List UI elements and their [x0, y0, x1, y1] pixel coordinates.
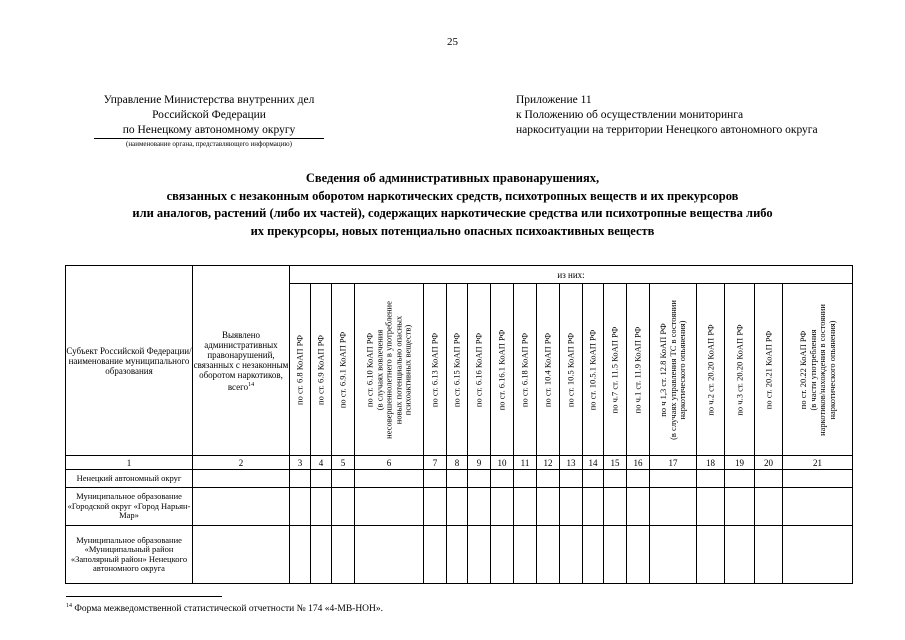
header-column-4: [311, 284, 332, 456]
appendix-line-1: Приложение 11: [516, 94, 592, 106]
title-line-4: их прекурсоры, новых потенциально опасных психоактивных веществ: [250, 223, 655, 238]
data-cell: [424, 470, 447, 488]
header-column-8: [447, 284, 468, 456]
data-cell: [311, 488, 332, 526]
column-number: 21: [783, 456, 853, 470]
data-cell: [560, 526, 583, 584]
data-cell: [583, 470, 604, 488]
data-cell: [290, 488, 311, 526]
data-cell: [311, 526, 332, 584]
data-cell: [627, 470, 650, 488]
data-cell: [537, 526, 560, 584]
column-number: 20: [755, 456, 783, 470]
header-column-20: [755, 284, 783, 456]
organization-block: [64, 93, 354, 149]
column-number: 14: [583, 456, 604, 470]
header-column-5: [332, 284, 355, 456]
column-number: 13: [560, 456, 583, 470]
page-number: 25: [447, 36, 458, 48]
header-column-7: [424, 284, 447, 456]
column-number: 4: [311, 456, 332, 470]
data-cell: [650, 488, 697, 526]
data-cell: [491, 470, 514, 488]
header-column-label: по ч.7 ст. 11.5 КоАП РФ: [609, 326, 620, 413]
data-cell: [355, 470, 424, 488]
header-column-18: [697, 284, 725, 456]
data-cell: [355, 526, 424, 584]
header-column-label: по ч.1 ст. 11.9 КоАП РФ: [632, 326, 643, 413]
data-cell: [697, 470, 725, 488]
document-title: [0, 170, 905, 240]
column-number: 18: [697, 456, 725, 470]
header-column-12: [537, 284, 560, 456]
data-cell: [537, 488, 560, 526]
data-cell: [332, 470, 355, 488]
data-cell: [290, 470, 311, 488]
data-cell: [491, 488, 514, 526]
header-column-label: по ст. 20.21 КоАП РФ: [762, 330, 773, 409]
data-cell: [468, 526, 491, 584]
data-cell: [514, 526, 537, 584]
data-cell: [311, 470, 332, 488]
header-column-19: [725, 284, 755, 456]
data-cell: [783, 470, 853, 488]
header-total-text: Выявлено административных правонарушений, связанных с незаконным оборотом наркотиков, всего: [193, 329, 289, 392]
offenses-table: [65, 265, 853, 584]
data-cell: [468, 470, 491, 488]
header-subject: Субъект Российской Федерации/наименование муниципального образования: [66, 266, 193, 456]
data-cell: [332, 488, 355, 526]
row-label: Муниципальное образование «Муниципальный район «Заполярный район» Ненецкого автономного округа: [66, 526, 193, 584]
header-column-label: по ст. 20.22 КоАП РФ (в части употребления наркотиков/нахождения в состоянии наркотического опьянения): [797, 303, 837, 436]
data-cell: [355, 488, 424, 526]
data-cell: [725, 488, 755, 526]
data-cell: [290, 526, 311, 584]
appendix-line-2: к Положению об осуществлении мониторинга: [516, 109, 744, 121]
data-cell: [604, 470, 627, 488]
header-column-label: по ст. 6.9 КоАП РФ: [315, 334, 326, 405]
header-column-label: по ст. 6.10 КоАП РФ (в случаях вовлечения несовершеннолетнего в употребление новых потенциально опасных психоактивных веществ): [364, 300, 413, 439]
data-cell: [755, 488, 783, 526]
data-cell: [514, 470, 537, 488]
header-column-13: [560, 284, 583, 456]
appendix-block: [516, 93, 818, 138]
data-cell: [193, 488, 290, 526]
row-label: Ненецкий автономный округ: [66, 470, 193, 488]
data-cell: [447, 470, 468, 488]
footnote-divider: [66, 596, 222, 597]
column-number: 11: [514, 456, 537, 470]
data-cell: [783, 488, 853, 526]
data-cell: [755, 526, 783, 584]
data-cell: [627, 488, 650, 526]
header-column-11: [514, 284, 537, 456]
column-number: 12: [537, 456, 560, 470]
header-column-label: по ст. 6.16 КоАП РФ: [473, 332, 484, 407]
header-column-label: по ст. 10.5 КоАП РФ: [565, 332, 576, 407]
header-column-15: [604, 284, 627, 456]
header-column-16: [627, 284, 650, 456]
header-column-label: по ч.2 ст. 20.20 КоАП РФ: [704, 323, 715, 416]
column-number: 2: [193, 456, 290, 470]
data-cell: [725, 526, 755, 584]
data-cell: [604, 526, 627, 584]
column-number: 15: [604, 456, 627, 470]
column-number: 1: [66, 456, 193, 470]
title-line-2: связанных с незаконным оборотом наркотических средств, психотропных веществ и их прекурсоров: [166, 188, 739, 203]
header-total: [193, 266, 290, 456]
header-column-label: по ст. 6.15 КоАП РФ: [451, 332, 462, 407]
header-column-label: по ч 1,3 ст. 12.8 КоАП РФ (в случаях управления ТС в состоянии наркотического опьянения): [657, 299, 687, 440]
data-cell: [604, 488, 627, 526]
data-cell: [583, 488, 604, 526]
row-label: Муниципальное образование «Городской округ «Город Нарьян-Мар»: [66, 488, 193, 526]
data-cell: [560, 470, 583, 488]
data-cell: [491, 526, 514, 584]
header-column-label: по ст. 6.16.1 КоАП РФ: [496, 329, 507, 410]
data-cell: [627, 526, 650, 584]
column-number: 3: [290, 456, 311, 470]
column-number: 17: [650, 456, 697, 470]
title-line-3: или аналогов, растений (либо их частей), содержащих наркотические средства или психотропные вещества либо: [132, 206, 773, 220]
header-column-label: по ст. 6.18 КоАП РФ: [519, 332, 530, 407]
data-cell: [447, 526, 468, 584]
org-line-2: Российской Федерации: [152, 109, 266, 121]
data-cell: [650, 526, 697, 584]
data-cell: [725, 470, 755, 488]
column-number: 19: [725, 456, 755, 470]
header-column-label: по ст. 6.8 КоАП РФ: [294, 334, 305, 405]
data-cell: [424, 526, 447, 584]
column-number: 9: [468, 456, 491, 470]
column-number: 6: [355, 456, 424, 470]
data-cell: [755, 470, 783, 488]
footnote-mark: 14: [66, 603, 72, 609]
column-number: 10: [491, 456, 514, 470]
header-total-footnote-ref: 14: [248, 381, 255, 388]
header-column-17: [650, 284, 697, 456]
header-column-6: [355, 284, 424, 456]
data-cell: [193, 526, 290, 584]
org-line-3: по Ненецкому автономному округу: [94, 123, 324, 139]
header-column-9: [468, 284, 491, 456]
data-cell: [447, 488, 468, 526]
header-of-them: из них:: [290, 266, 853, 284]
header-column-label: по ст. 6.9.1 КоАП РФ: [337, 331, 348, 408]
appendix-line-3: наркоситуации на территории Ненецкого автономного округа: [516, 124, 818, 136]
footnote-text: Форма межведомственной статистической отчетности № 174 «4-МВ-НОН».: [72, 604, 384, 615]
data-cell: [650, 470, 697, 488]
title-line-1: Сведения об административных правонарушениях,: [305, 171, 600, 185]
data-cell: [468, 488, 491, 526]
data-cell: [783, 526, 853, 584]
data-cell: [514, 488, 537, 526]
column-number: 16: [627, 456, 650, 470]
data-cell: [560, 488, 583, 526]
data-cell: [697, 488, 725, 526]
data-cell: [424, 488, 447, 526]
header-column-3: [290, 284, 311, 456]
header-column-10: [491, 284, 514, 456]
column-number: 5: [332, 456, 355, 470]
org-line-1: Управление Министерства внутренних дел: [103, 94, 315, 106]
header-column-label: по ст. 10.5.1 КоАП РФ: [587, 329, 598, 410]
header-column-21: [783, 284, 853, 456]
data-cell: [697, 526, 725, 584]
data-cell: [537, 470, 560, 488]
data-cell: [193, 470, 290, 488]
data-cell: [583, 526, 604, 584]
header-column-14: [583, 284, 604, 456]
header-column-label: по ст. 6.13 КоАП РФ: [429, 332, 440, 407]
header-column-label: по ст. 10.4 КоАП РФ: [542, 332, 553, 407]
org-caption: (наименование органа, представляющего информацию): [126, 140, 292, 148]
footnote: [66, 603, 383, 614]
header-column-label: по ч.3 ст. 20.20 КоАП РФ: [733, 323, 744, 416]
data-cell: [332, 526, 355, 584]
column-number: 7: [424, 456, 447, 470]
column-number: 8: [447, 456, 468, 470]
